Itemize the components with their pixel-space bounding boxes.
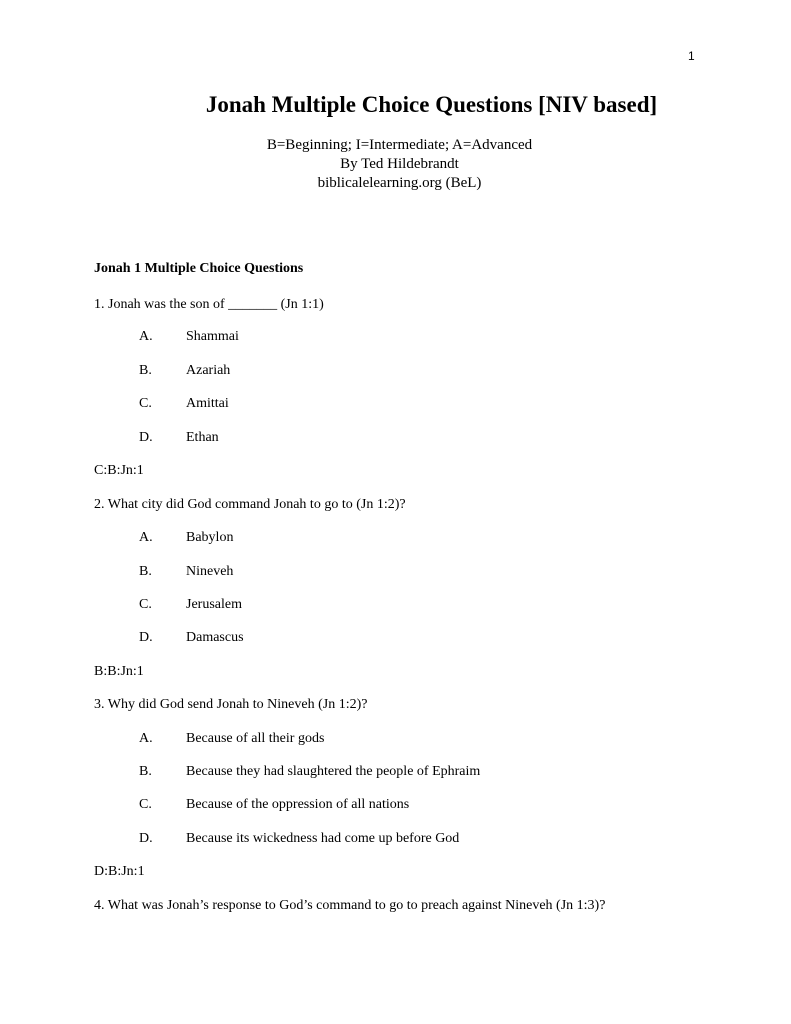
option-text: Shammai xyxy=(186,329,239,344)
option-letter: B. xyxy=(139,564,152,579)
option-letter: A. xyxy=(139,329,153,344)
option-letter: D. xyxy=(139,430,153,445)
option-text: Ethan xyxy=(186,430,219,445)
option-text: Azariah xyxy=(186,363,231,378)
option-letter: B. xyxy=(139,764,152,779)
question-2: 2. What city did God command Jonah to go to (Jn 1:2)? xyxy=(94,497,406,512)
website-line: biblicalelearning.org (BeL) xyxy=(317,175,482,191)
subtitle-block xyxy=(0,136,791,193)
document-title: Jonah Multiple Choice Questions [NIV based] xyxy=(205,92,658,117)
option-text: Because of all their gods xyxy=(186,731,325,746)
difficulty-levels: B=Beginning; I=Intermediate; A=Advanced xyxy=(266,137,533,153)
question-3: 3. Why did God send Jonah to Nineveh (Jn 1:2)? xyxy=(94,697,368,712)
question-4: 4. What was Jonah’s response to God’s command to go to preach against Nineveh (Jn 1:3)? xyxy=(94,898,606,913)
option-text: Damascus xyxy=(186,630,244,645)
option-text: Because they had slaughtered the people of Ephraim xyxy=(186,764,481,779)
author-line: By Ted Hildebrandt xyxy=(340,156,459,172)
option-letter: C. xyxy=(139,597,152,612)
question-3-answer-key: D:B:Jn:1 xyxy=(94,864,145,879)
option-text: Because its wickedness had come up before God xyxy=(186,831,460,846)
question-1: 1. Jonah was the son of _______ (Jn 1:1) xyxy=(94,297,324,312)
option-letter: A. xyxy=(139,731,153,746)
section-heading: Jonah 1 Multiple Choice Questions xyxy=(94,261,304,276)
option-letter: A. xyxy=(139,530,153,545)
option-text: Nineveh xyxy=(186,564,234,579)
page-number: 1 xyxy=(688,49,695,63)
option-text: Because of the oppression of all nations xyxy=(186,797,410,812)
option-text: Amittai xyxy=(186,396,229,411)
option-letter: D. xyxy=(139,630,153,645)
option-text: Babylon xyxy=(186,530,234,545)
option-letter: D. xyxy=(139,831,153,846)
option-letter: C. xyxy=(139,396,152,411)
option-text: Jerusalem xyxy=(186,597,242,612)
option-letter: B. xyxy=(139,363,152,378)
option-letter: C. xyxy=(139,797,152,812)
question-2-answer-key: B:B:Jn:1 xyxy=(94,664,144,679)
question-1-answer-key: C:B:Jn:1 xyxy=(94,463,144,478)
